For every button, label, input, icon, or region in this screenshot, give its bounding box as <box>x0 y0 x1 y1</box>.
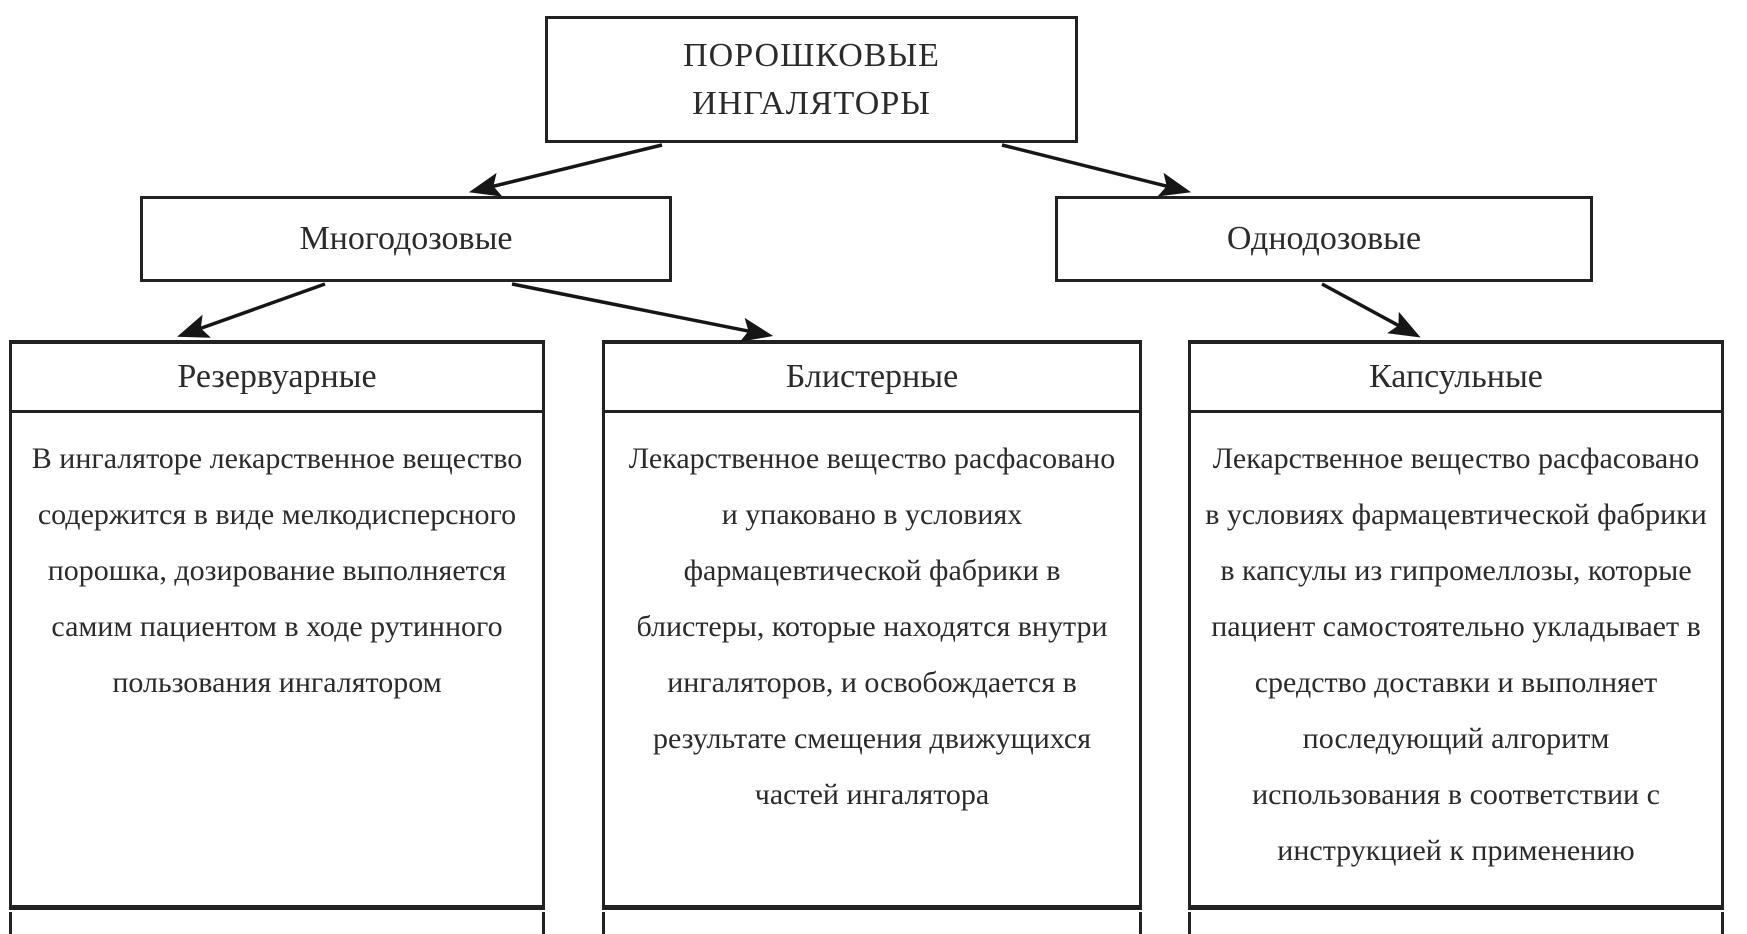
root-node-powder-inhalers <box>545 16 1078 143</box>
type-blister-description-text: Лекарственное вещество расфасовано и упаковано в условиях фармацевтической фабрики в блистеры, которые находятся внутри ингаляторов, и освобождается в результате смещения движущихся частей ингалятора <box>628 442 1116 811</box>
type-reservoir-title: Резервуарные <box>177 358 377 395</box>
arrow-multidose-to-blister <box>512 284 768 335</box>
root-title-line-2: ИНГАЛЯТОРЫ <box>692 84 931 122</box>
branch-node-singledose <box>1055 196 1593 282</box>
arrow-multidose-to-reservoir <box>182 284 325 335</box>
type-node-reservoir-description <box>9 410 545 910</box>
cutoff-border-stub <box>602 912 605 934</box>
type-node-blister-description <box>602 410 1142 910</box>
cutoff-border-stub <box>9 912 12 934</box>
arrow-singledose-to-capsule <box>1322 284 1416 335</box>
cutoff-border-stub <box>1188 912 1191 934</box>
root-title-line-1: ПОРОШКОВЫЕ <box>683 36 940 74</box>
branch-node-multidose <box>140 196 672 282</box>
cutoff-border-stub <box>1139 912 1142 934</box>
type-node-capsule-description <box>1188 410 1724 910</box>
branch-singledose-label: Однодозовые <box>1226 220 1422 257</box>
cutoff-border-stub <box>1721 912 1724 934</box>
type-node-capsule-header <box>1188 340 1724 413</box>
type-reservoir-description-text: В ингаляторе лекарственное вещество содержится в виде мелкодисперсного порошка, дозирование выполняется самим пациентом в ходе рутинного пользования ингалятором <box>31 442 523 699</box>
branch-multidose-label: Многодозовые <box>299 220 513 257</box>
type-capsule-title: Капсульные <box>1369 358 1543 395</box>
type-blister-title: Блистерные <box>785 358 959 395</box>
type-node-blister-header <box>602 340 1142 413</box>
type-capsule-description-text: Лекарственное вещество расфасовано в условиях фармацевтической фабрики в капсулы из гипромеллозы, которые пациент самостоятельно укладывает в средство доставки и выполняет последующий алгоритм использования в соответствии с инструкцией к применению <box>1205 442 1707 867</box>
cutoff-border-stub <box>542 912 545 934</box>
type-node-reservoir-header <box>9 340 545 413</box>
arrow-root-to-singledose <box>1002 145 1186 191</box>
arrow-root-to-multidose <box>474 145 662 191</box>
